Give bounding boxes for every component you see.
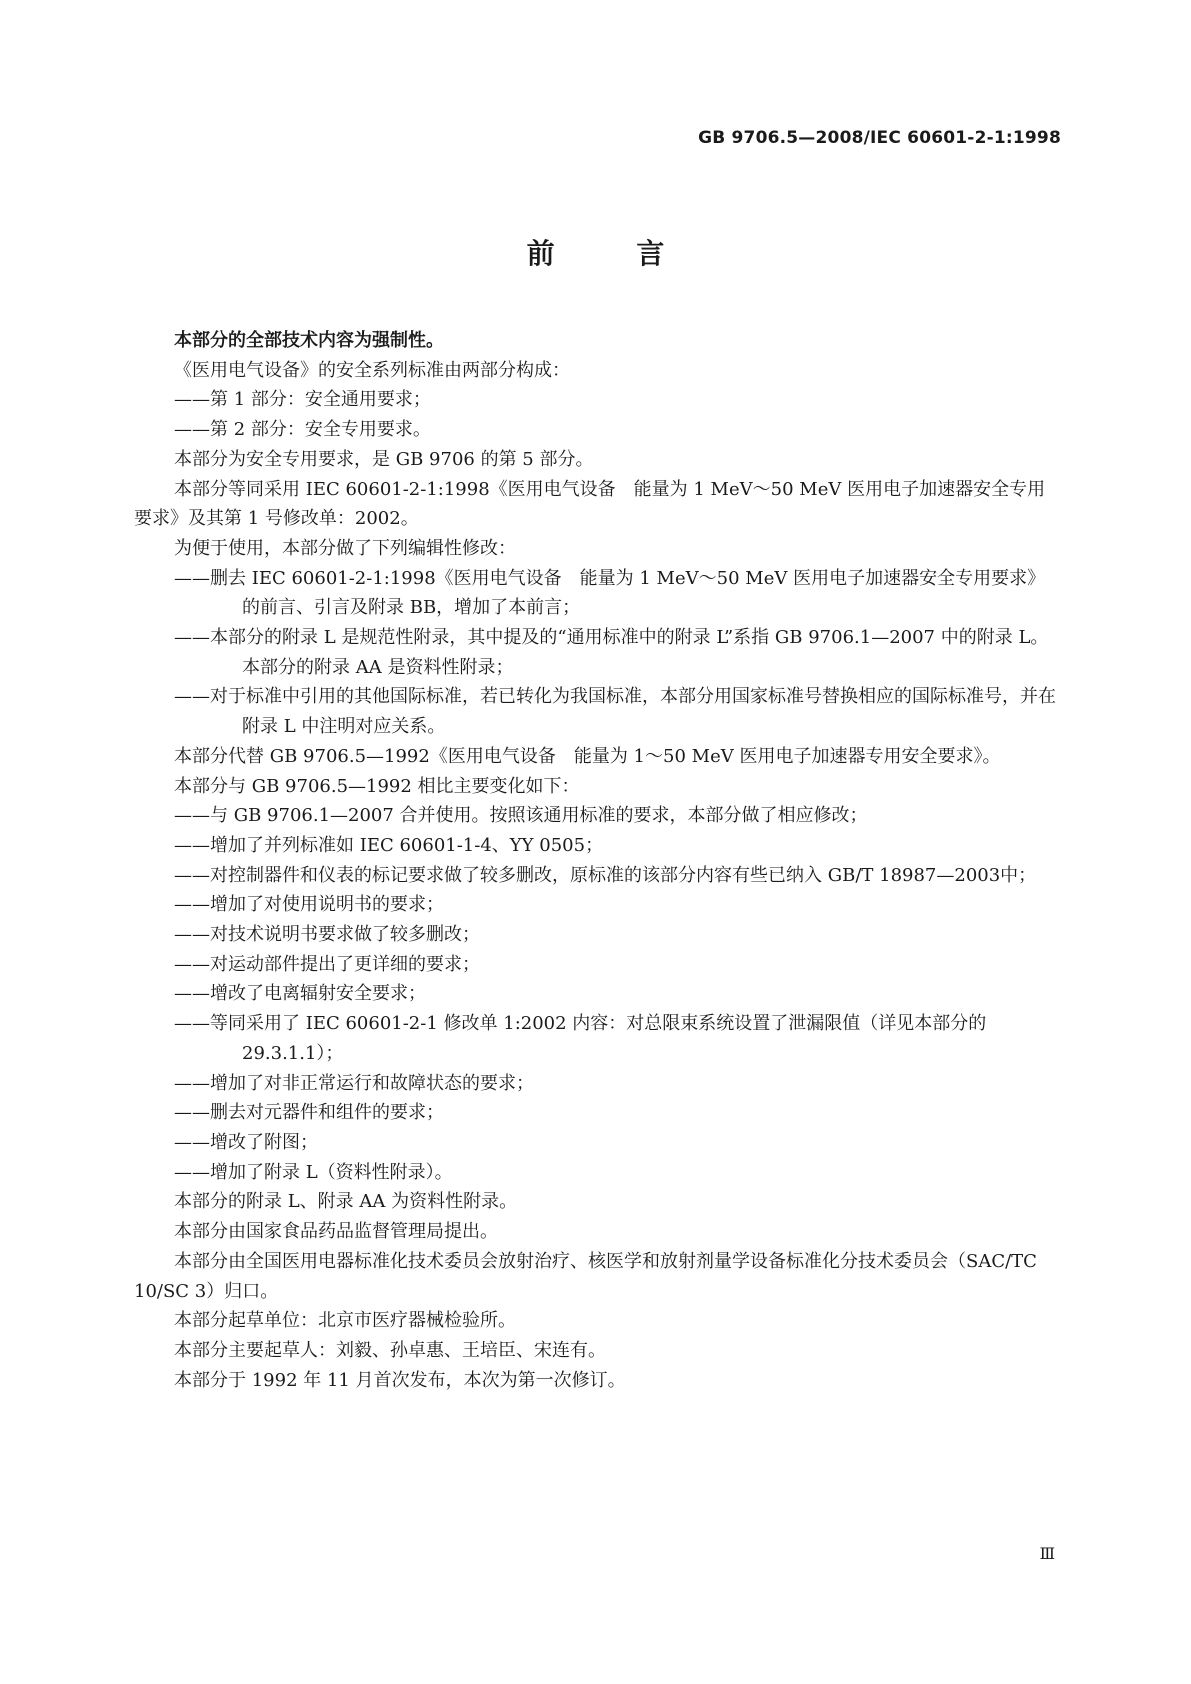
paragraph: 本部分的附录 L、附录 AA 为资料性附录。 (174, 1191, 518, 1213)
paragraph: 本部分起草单位：北京市医疗器械检验所。 (174, 1310, 516, 1332)
dash-item: ——增改了附图； (174, 1131, 318, 1153)
dash-item: ——增改了电离辐射安全要求； (174, 983, 426, 1005)
dash-item: ——增加了对使用说明书的要求； (174, 894, 444, 916)
paragraph-mandatory: 本部分的全部技术内容为强制性。 (174, 330, 444, 351)
paragraph: 《医用电气设备》的安全系列标准由两部分构成： (174, 359, 570, 381)
page-number: Ⅲ (1039, 1544, 1055, 1563)
paragraph: 本部分与 GB 9706.5—1992 相比主要变化如下： (174, 775, 580, 797)
dash-item: ——对于标准中引用的其他国际标准，若已转化为我国标准，本部分用国家标准号替换相应的国际标准号，并在附录 L 中注明对应关系。 (174, 686, 1056, 738)
dash-item: ——对控制器件和仪表的标记要求做了较多删改，原标准的该部分内容有些已纳入 GB/T 18987—2003中； (174, 864, 1037, 886)
dash-item: ——增加了并列标准如 IEC 60601-1-4、YY 0505； (174, 834, 604, 856)
dash-item: ——对技术说明书要求做了较多删改； (174, 924, 480, 946)
paragraph: 本部分主要起草人：刘毅、孙卓惠、王培臣、宋连有。 (174, 1339, 606, 1361)
dash-item: ——与 GB 9706.1—2007 合并使用。按照该通用标准的要求，本部分做了相应修改； (174, 805, 868, 827)
dash-item: ——本部分的附录 L 是规范性附录，其中提及的“通用标准中的附录 L”系指 GB 9706.1—2007 中的附录 L。本部分的附录 AA 是资料性附录； (174, 627, 1049, 678)
dash-item: ——增加了对非正常运行和故障状态的要求； (174, 1072, 534, 1094)
paragraph: 为便于使用，本部分做了下列编辑性修改： (174, 537, 516, 559)
paragraph: 本部分由国家食品药品监督管理局提出。 (174, 1221, 498, 1243)
dash-item: ——删去 IEC 60601-2-1:1998《医用电气设备 能量为 1 MeV～50 MeV 医用电子加速器安全专用要求》的前言、引言及附录 BB，增加了本前言； (174, 567, 1046, 619)
dash-item: ——对运动部件提出了更详细的要求； (174, 953, 480, 975)
paragraph: 本部分代替 GB 9706.5—1992《医用电气设备 能量为 1～50 MeV 医用电子加速器专用安全要求》。 (174, 745, 1001, 767)
dash-item: ——增加了附录 L（资料性附录）。 (174, 1161, 453, 1183)
dash-item: ——第 2 部分：安全专用要求。 (174, 419, 431, 441)
dash-item: ——删去对元器件和组件的要求； (174, 1102, 444, 1124)
paragraph: 本部分等同采用 IEC 60601-2-1:1998《医用电气设备 能量为 1 MeV～50 MeV 医用电子加速器安全专用要求》及其第 1 号修改单：2002。 (134, 478, 1046, 530)
page-title: 前 言 (526, 237, 701, 270)
dash-item: ——等同采用了 IEC 60601-2-1 修改单 1:2002 内容：对总限束系统设置了泄漏限值（详见本部分的 29.3.1.1）； (174, 1013, 987, 1064)
foreword-body (134, 326, 1059, 1395)
paragraph: 本部分由全国医用电器标准化技术委员会放射治疗、核医学和放射剂量学设备标准化分技术委员会（SAC/TC 10/SC 3）归口。 (134, 1250, 1037, 1302)
dash-item: ——第 1 部分：安全通用要求； (174, 389, 431, 411)
paragraph: 本部分于 1992 年 11 月首次发布，本次为第一次修订。 (174, 1369, 626, 1391)
paragraph: 本部分为安全专用要求，是 GB 9706 的第 5 部分。 (174, 448, 594, 470)
standard-code: GB 9706.5—2008/IEC 60601-2-1:1998 (698, 128, 1061, 148)
